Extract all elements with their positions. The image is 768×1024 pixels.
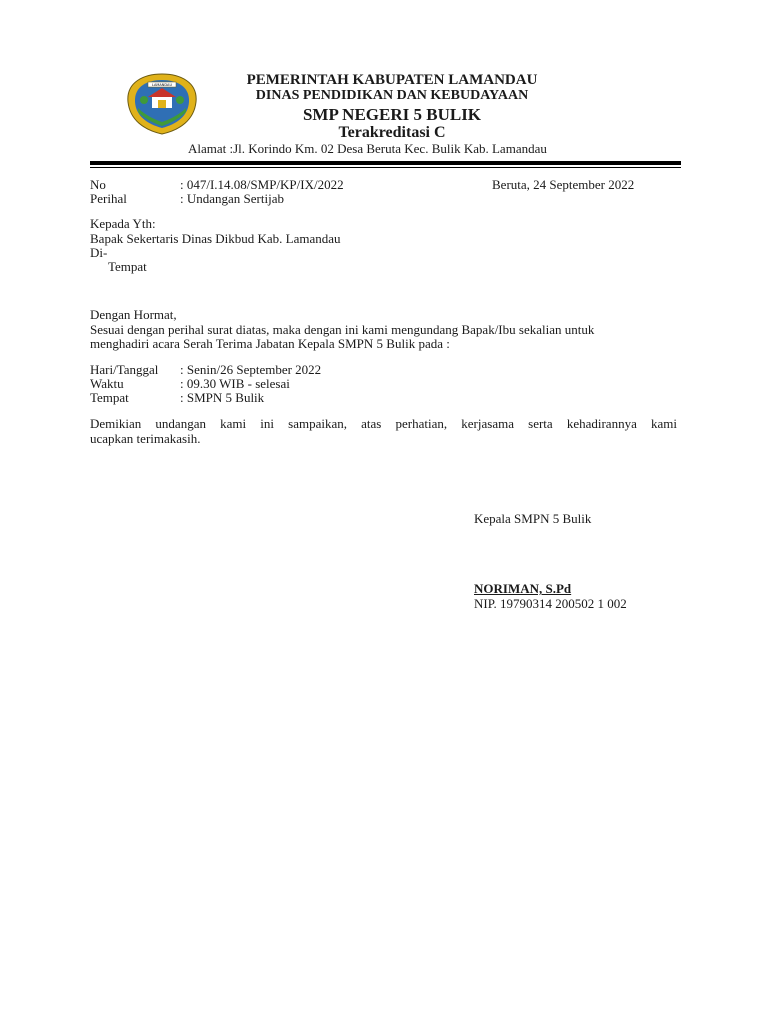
accreditation: Terakreditasi C [338, 124, 446, 141]
department-title: DINAS PENDIDIKAN DAN KEBUDAYAAN [255, 88, 529, 103]
school-name: SMP NEGERI 5 BULIK [302, 105, 482, 124]
letter-number-label: No [90, 177, 106, 192]
header-divider-thick [90, 161, 681, 165]
signer-name: NORIMAN, S.Pd [474, 581, 572, 596]
letter-number: : 047/I.14.08/SMP/KP/IX/2022 [180, 177, 344, 192]
subject-value: : Undangan Sertijab [180, 191, 284, 206]
detail-value-date: : Senin/26 September 2022 [180, 362, 322, 377]
paragraph-1-line-1: Sesuai dengan perihal surat diatas, maka dengan ini kami mengundang Bapak/Ibu sekalian untuk [90, 322, 595, 337]
recipient-di: Di- [90, 245, 108, 260]
school-address: Alamat :Jl. Korindo Km. 02 Desa Beruta Kec. Bulik Kab. Lamandau [188, 141, 547, 156]
detail-value-time: : 09.30 WIB - selesai [180, 376, 290, 391]
subject-label: Perihal [90, 191, 127, 206]
recipient-name: Bapak Sekertaris Dinas Dikbud Kab. Lamandau [90, 231, 341, 246]
letter-date: Beruta, 24 September 2022 [492, 177, 635, 192]
detail-label-place: Tempat [90, 390, 129, 405]
detail-value-place: : SMPN 5 Bulik [180, 390, 265, 405]
svg-text:LAMANDAU: LAMANDAU [151, 83, 173, 87]
signer-nip: NIP. 19790314 200502 1 002 [474, 596, 627, 611]
greeting: Dengan Hormat, [90, 307, 177, 322]
signer-title: Kepala SMPN 5 Bulik [474, 511, 592, 526]
closing-line-1: Demikian undangan kami ini sampaikan, atas perhatian, kerjasama serta kehadirannya kami [90, 416, 677, 431]
paragraph-1-line-2: menghadiri acara Serah Terima Jabatan Kepala SMPN 5 Bulik pada : [90, 336, 450, 351]
recipient-place: Tempat [108, 259, 147, 274]
recipient-salutation: Kepada Yth: [90, 216, 156, 231]
header-divider-thin [90, 167, 681, 168]
detail-label-date: Hari/Tanggal [90, 362, 159, 377]
detail-label-time: Waktu [90, 376, 124, 391]
government-title: PEMERINTAH KABUPATEN LAMANDAU [246, 72, 538, 88]
closing-line-2: ucapkan terimakasih. [90, 431, 201, 446]
